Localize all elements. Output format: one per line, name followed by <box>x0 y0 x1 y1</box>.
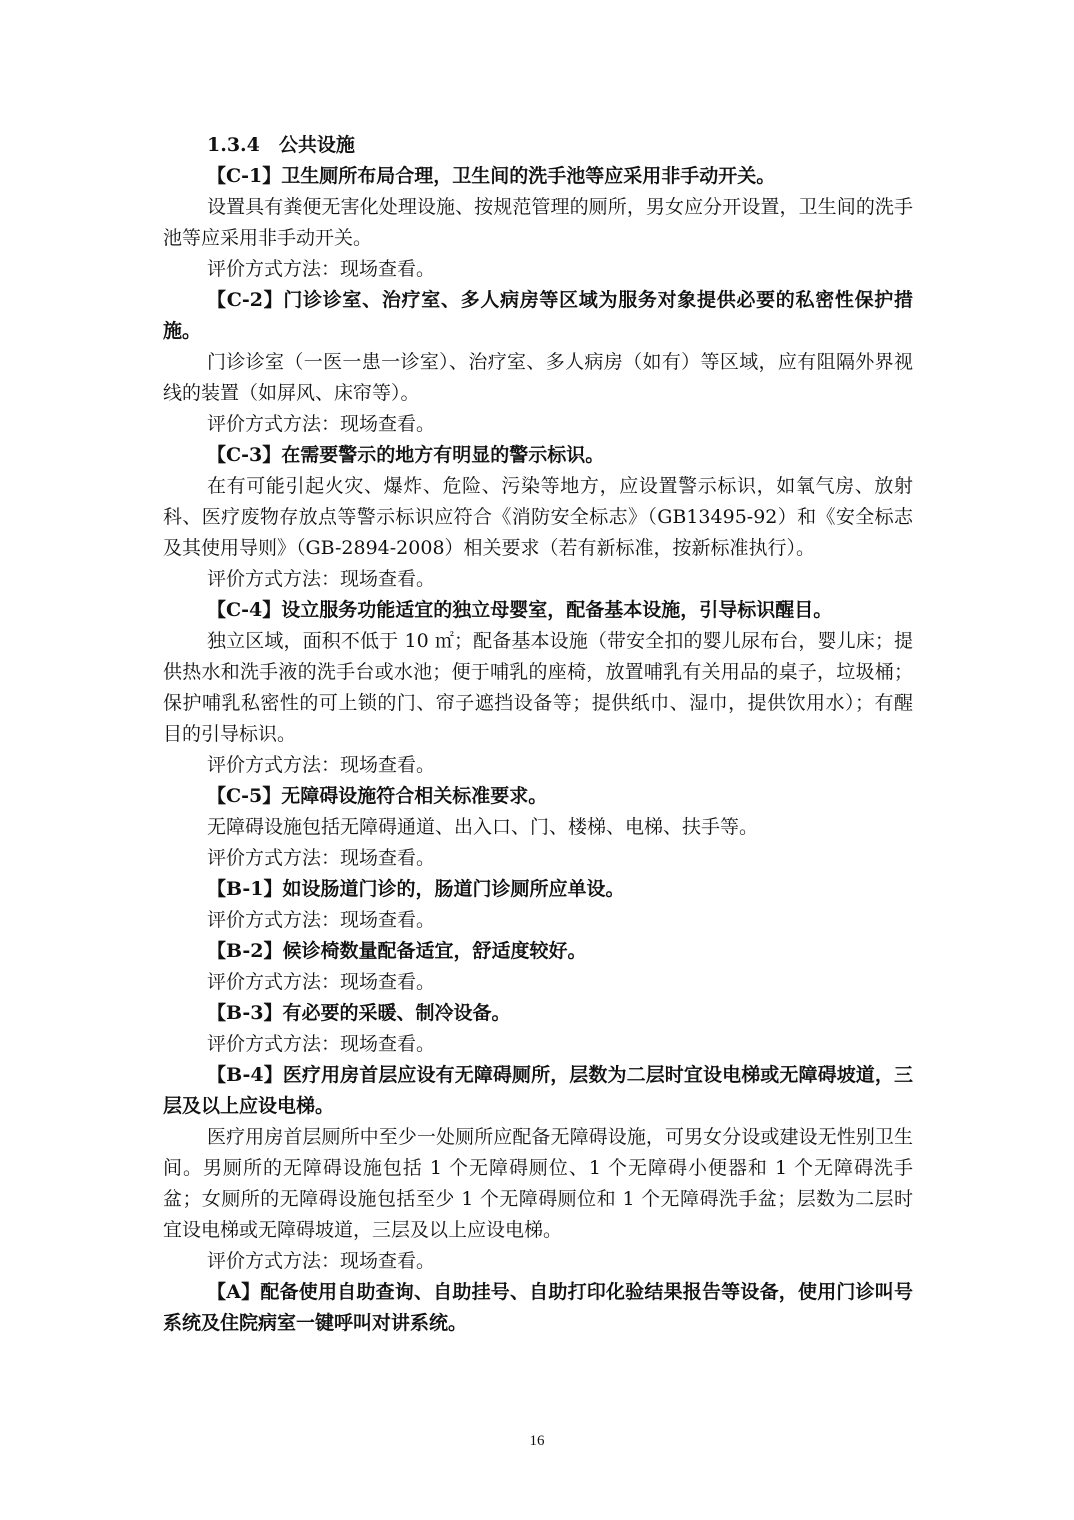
item-title: 设立服务功能适宜的独立母婴室，配备基本设施，引导标识醒目。 <box>281 599 833 621</box>
item-c1-body: 设置具有粪便无害化处理设施、按规范管理的厕所，男女应分开设置，卫生间的洗手池等应采用非手动开关。 <box>163 196 913 249</box>
item-title: 医疗用房首层应设有无障碍厕所，层数为二层时宜设电梯或无障碍坡道，三层及以上应设电梯。 <box>163 1064 913 1117</box>
item-code: 【B-2】 <box>207 940 283 962</box>
item-b3-heading <box>163 998 913 1029</box>
eval-method: 评价方式方法：现场查看。 <box>207 754 436 776</box>
item-c4-body: 独立区域，面积不低于 10 ㎡；配备基本设施（带安全扣的婴儿尿布台，婴儿床；提供热水和洗手液的洗手台或水池；便于哺乳的座椅，放置哺乳有关用品的桌子，垃圾桶；保护哺乳私密性的可上锁的门、帘子遮挡设备等；提供纸巾、湿巾，提供饮用水）；有醒目的引导标识。 <box>163 630 913 745</box>
item-title: 在需要警示的地方有明显的警示标识。 <box>281 444 605 466</box>
item-title: 有必要的采暖、制冷设备。 <box>282 1002 511 1024</box>
item-title: 无障碍设施符合相关标准要求。 <box>281 785 548 807</box>
item-code: 【C-3】 <box>207 444 282 466</box>
item-title: 卫生厕所布局合理，卫生间的洗手池等应采用非手动开关。 <box>281 165 776 187</box>
document-page <box>163 130 913 1339</box>
item-b1-heading <box>163 874 913 905</box>
item-code: 【C-1】 <box>207 165 282 187</box>
eval-method: 评价方式方法：现场查看。 <box>207 1250 436 1272</box>
eval-method: 评价方式方法：现场查看。 <box>207 258 436 280</box>
item-code: 【B-1】 <box>207 878 283 900</box>
eval-method: 评价方式方法：现场查看。 <box>207 568 436 590</box>
item-b2-heading <box>163 936 913 967</box>
page-number: 16 <box>529 1433 545 1449</box>
item-b4-body: 医疗用房首层厕所中至少一处厕所应配备无障碍设施，可男女分设或建设无性别卫生间。男厕所的无障碍设施包括 1 个无障碍厕位、1 个无障碍小便器和 1 个无障碍洗手盆；女厕所的无障碍设施包括至少 1 个无障碍厕位和 1 个无障碍洗手盆；层数为二层时宜设电梯或无障碍坡道，三层及以上应设电梯。 <box>163 1126 913 1241</box>
item-title: 门诊诊室、治疗室、多人病房等区域为服务对象提供必要的私密性保护措施。 <box>163 289 913 342</box>
item-c5-heading <box>163 781 913 812</box>
eval-method: 评价方式方法：现场查看。 <box>207 909 436 931</box>
item-c5-body: 无障碍设施包括无障碍通道、出入口、门、楼梯、电梯、扶手等。 <box>207 816 759 838</box>
item-c2-body: 门诊诊室（一医一患一诊室）、治疗室、多人病房（如有）等区域，应有阻隔外界视线的装置（如屏风、床帘等）。 <box>163 351 913 404</box>
item-c4-heading <box>163 595 913 626</box>
eval-method: 评价方式方法：现场查看。 <box>207 847 436 869</box>
item-c1-heading <box>163 161 913 192</box>
item-c3-body: 在有可能引起火灾、爆炸、危险、污染等地方，应设置警示标识，如氧气房、放射科、医疗废物存放点等警示标识应符合《消防安全标志》（GB13495-92）和《安全标志及其使用导则》（GB-2894-2008）相关要求（若有新标准，按新标准执行）。 <box>163 475 913 559</box>
item-title: 候诊椅数量配备适宜，舒适度较好。 <box>282 940 587 962</box>
item-title: 配备使用自助查询、自助挂号、自助打印化验结果报告等设备，使用门诊叫号系统及住院病室一键呼叫对讲系统。 <box>163 1281 913 1334</box>
eval-method: 评价方式方法：现场查看。 <box>207 413 436 435</box>
item-b4-heading <box>163 1060 913 1122</box>
item-a-heading <box>163 1277 913 1339</box>
item-code: 【B-3】 <box>207 1002 283 1024</box>
section-title: 1.3.4 公共设施 <box>207 134 355 156</box>
item-code: 【C-2】 <box>207 289 284 311</box>
item-c2-heading <box>163 285 913 347</box>
eval-method: 评价方式方法：现场查看。 <box>207 971 436 993</box>
item-title: 如设肠道门诊的，肠道门诊厕所应单设。 <box>282 878 625 900</box>
item-code: 【C-5】 <box>207 785 282 807</box>
item-c3-heading <box>163 440 913 471</box>
item-code: 【C-4】 <box>207 599 282 621</box>
item-code: 【A】 <box>207 1281 261 1303</box>
eval-method: 评价方式方法：现场查看。 <box>207 1033 436 1055</box>
item-code: 【B-4】 <box>207 1064 283 1086</box>
